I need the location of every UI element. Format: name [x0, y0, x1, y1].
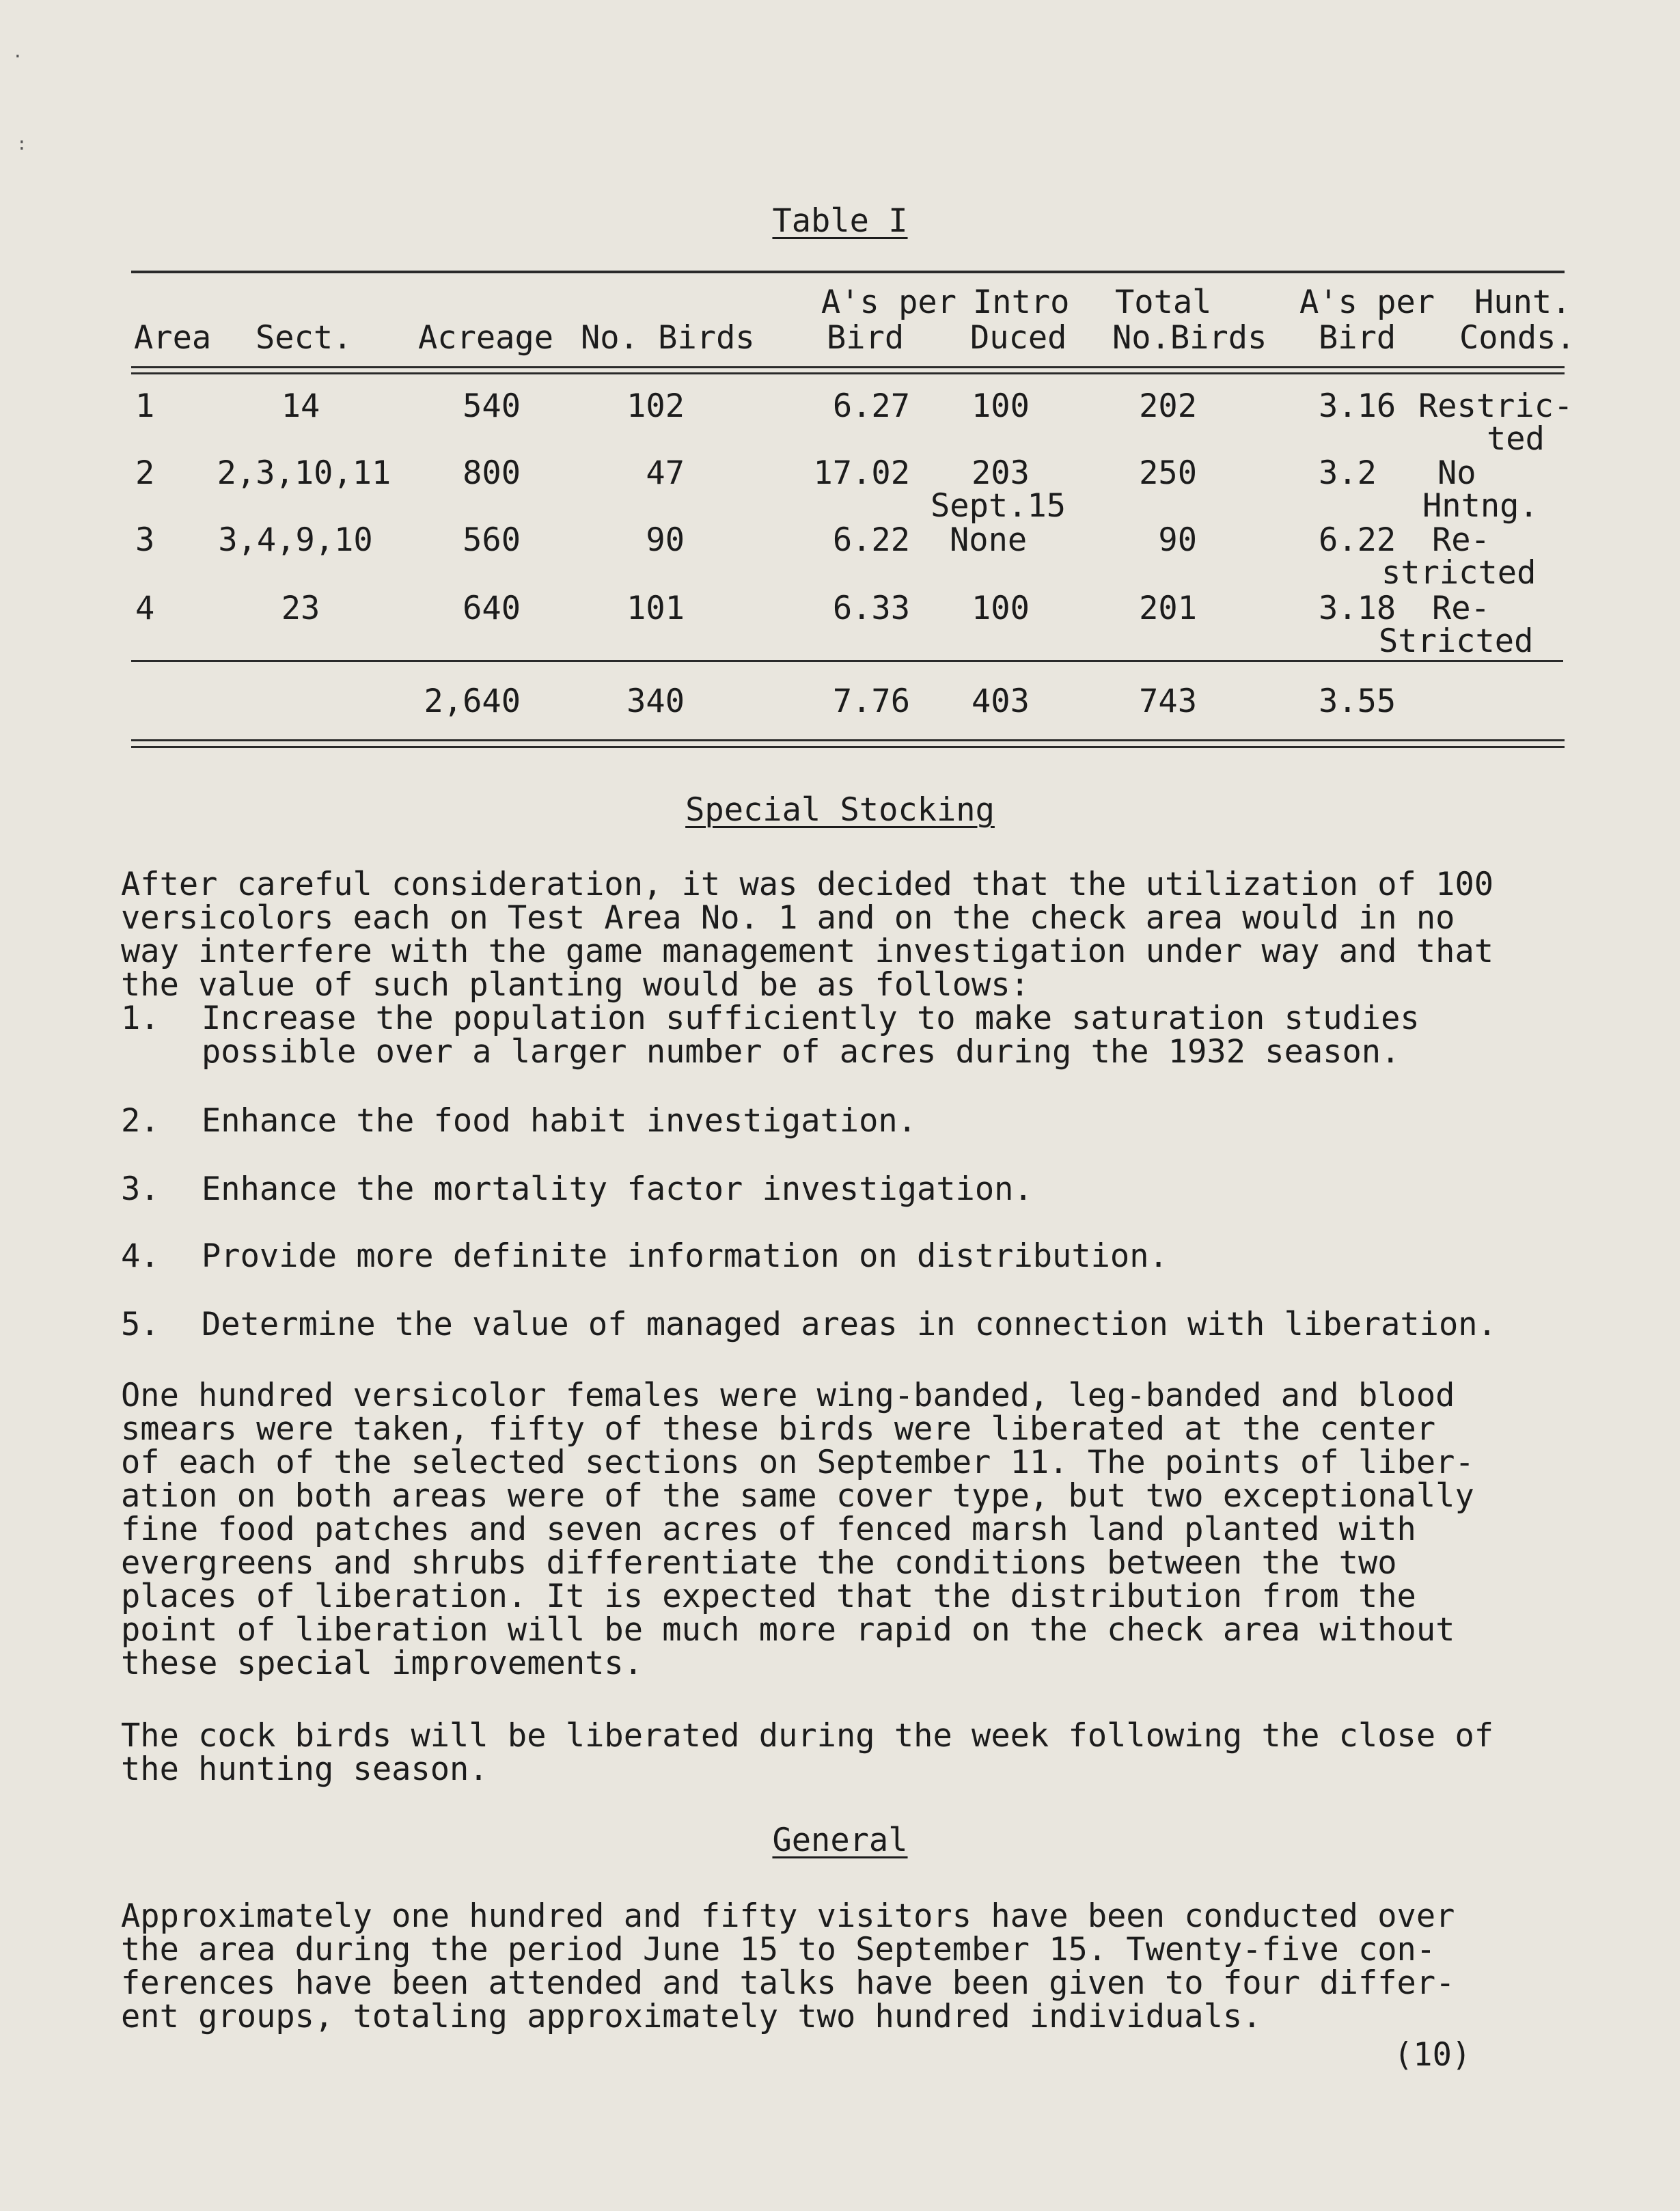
header-hunt-line2: Conds. — [1459, 319, 1575, 357]
cell-hunt-line2: ted — [1487, 420, 1545, 458]
cell-as-per-bird: 6.33 — [832, 590, 910, 627]
cell-hunt-line1: Re- — [1432, 590, 1490, 627]
text-line: way interfere with the game management investigation under way and that — [121, 933, 1494, 970]
text-line: The cock birds will be liberated during the week following the close of — [121, 1717, 1494, 1755]
list-item-number: 1. — [121, 1000, 160, 1037]
cell-acreage: 800 — [463, 454, 521, 492]
cell-hunt-line1: Restric- — [1418, 387, 1573, 425]
text-line: ation on both areas were of the same cover type, but two exceptionally — [121, 1477, 1474, 1515]
total-as-per-bird: 7.76 — [832, 683, 910, 720]
cell-acreage: 540 — [463, 387, 521, 425]
cell-introduced-note: Sept.15 — [931, 487, 1066, 525]
text-line: Increase the population sufficiently to make saturation studies — [202, 1000, 1420, 1037]
text-line: After careful consideration, it was decided that the utilization of 100 — [121, 866, 1494, 903]
table-bottom-rule-1 — [131, 739, 1565, 741]
text-line: the hunting season. — [121, 1750, 488, 1788]
cell-hunt-line2: Stricted — [1379, 622, 1534, 660]
cell-area: 2 — [135, 454, 155, 492]
cell-as-per-bird-2: 6.22 — [1319, 521, 1396, 559]
cell-total: 202 — [1139, 387, 1197, 425]
text-line: versicolors each on Test Area No. 1 and on the check area would in no — [121, 899, 1455, 937]
liberation-paragraph — [121, 1379, 1576, 1680]
cell-introduced: 203 — [972, 454, 1030, 492]
cell-birds: 90 — [646, 521, 685, 559]
cell-as-per-bird: 6.27 — [832, 387, 910, 425]
header-as-per-bird-2-line1: A's per — [1299, 284, 1435, 321]
cell-hunt-line1: No — [1437, 454, 1476, 492]
text-line: places of liberation. It is expected that the distribution from the — [121, 1578, 1416, 1615]
special-stocking-intro — [121, 868, 1576, 1002]
cell-sect: 14 — [281, 387, 320, 425]
totals-rule — [131, 660, 1563, 662]
text-line: Determine the value of managed areas in connection with liberation. — [202, 1306, 1497, 1343]
header-rule-1 — [131, 366, 1565, 368]
header-no-birds: No. Birds — [581, 319, 755, 357]
text-line: the value of such planting would be as follows: — [121, 966, 1030, 1004]
text-line: fine food patches and seven acres of fenced marsh land planted with — [121, 1511, 1416, 1548]
list-item-number: 2. — [121, 1102, 160, 1140]
text-line: point of liberation will be much more rapid on the check area without — [121, 1611, 1455, 1649]
text-line: of each of the selected sections on September 11. The points of liber- — [121, 1444, 1474, 1481]
cell-birds: 102 — [626, 387, 685, 425]
header-sect: Sect. — [256, 319, 353, 357]
cell-introduced: 100 — [972, 590, 1030, 627]
special-stocking-heading: Special Stocking — [685, 791, 995, 829]
list-item-number: 5. — [121, 1306, 160, 1343]
text-line: these special improvements. — [121, 1645, 644, 1682]
table-title: Table I — [772, 202, 908, 240]
header-acreage: Acreage — [418, 319, 554, 357]
cell-birds: 101 — [626, 590, 685, 627]
total-as-per-bird-2: 3.55 — [1319, 683, 1396, 720]
cell-as-per-bird: 6.22 — [832, 521, 910, 559]
header-as-per-bird-1-line2: Bird — [827, 319, 905, 357]
text-line: smears were taken, fifty of these birds were liberated at the center — [121, 1410, 1436, 1448]
text-line: Provide more definite information on distribution. — [202, 1237, 1168, 1275]
cell-sect: 23 — [281, 590, 320, 627]
text-line: One hundred versicolor females were wing-banded, leg-banded and blood — [121, 1377, 1455, 1414]
text-line: possible over a larger number of acres during the 1932 season. — [202, 1033, 1401, 1071]
cell-hunt-line1: Re- — [1432, 521, 1490, 559]
text-line: ent groups, totaling approximately two hundred individuals. — [121, 1998, 1262, 2035]
cell-area: 4 — [135, 590, 155, 627]
cell-total: 90 — [1158, 521, 1197, 559]
cell-as-per-bird-2: 3.16 — [1319, 387, 1396, 425]
cell-area: 3 — [135, 521, 155, 559]
total-introduced: 403 — [972, 683, 1030, 720]
text-line: evergreens and shrubs differentiate the conditions between the two — [121, 1544, 1397, 1582]
text-line: the area during the period June 15 to September 15. Twenty-five con- — [121, 1931, 1436, 1968]
cell-acreage: 560 — [463, 521, 521, 559]
list-item-number: 4. — [121, 1237, 160, 1275]
cell-acreage: 640 — [463, 590, 521, 627]
cell-as-per-bird: 17.02 — [813, 454, 910, 492]
total-acreage: 2,640 — [424, 683, 521, 720]
cell-hunt-line2: stricted — [1381, 554, 1537, 592]
cell-introduced: 100 — [972, 387, 1030, 425]
cell-as-per-bird-2: 3.2 — [1319, 454, 1377, 492]
scan-mark: · — [12, 46, 23, 67]
header-hunt-line1: Hunt. — [1474, 284, 1571, 321]
header-total-line2: No.Birds — [1112, 319, 1267, 357]
total-total: 743 — [1139, 683, 1197, 720]
general-heading: General — [772, 1822, 908, 1859]
cell-total: 201 — [1139, 590, 1197, 627]
cell-hunt-line2: Hntng. — [1422, 487, 1539, 525]
table-top-rule — [131, 271, 1565, 273]
header-intro-line1: Intro — [973, 284, 1070, 321]
cell-area: 1 — [135, 387, 155, 425]
header-as-per-bird-2-line2: Bird — [1319, 319, 1396, 357]
cell-birds: 47 — [646, 454, 685, 492]
cell-as-per-bird-2: 3.18 — [1319, 590, 1396, 627]
scan-mark: : — [16, 134, 27, 154]
cell-sect: 2,3,10,11 — [217, 454, 391, 492]
page-number: (10) — [1394, 2036, 1472, 2074]
header-as-per-bird-1-line1: A's per — [821, 284, 956, 321]
text-line: Enhance the food habit investigation. — [202, 1102, 917, 1140]
text-line: ferences have been attended and talks have been given to four differ- — [121, 1964, 1455, 2002]
cell-total: 250 — [1139, 454, 1197, 492]
table-bottom-rule-2 — [131, 746, 1565, 748]
general-paragraph — [121, 1899, 1576, 2033]
text-line: Approximately one hundred and fifty visitors have been conducted over — [121, 1897, 1455, 1935]
cell-introduced: None — [950, 521, 1028, 559]
cell-sect: 3,4,9,10 — [218, 521, 373, 559]
cock-birds-paragraph — [121, 1719, 1576, 1786]
list-item-number: 3. — [121, 1170, 160, 1208]
header-intro-line2: Duced — [970, 319, 1067, 357]
header-area: Area — [134, 319, 212, 357]
header-rule-2 — [131, 372, 1565, 374]
text-line: Enhance the mortality factor investigation. — [202, 1170, 1033, 1208]
header-total-line1: Total — [1115, 284, 1212, 321]
total-birds: 340 — [626, 683, 685, 720]
